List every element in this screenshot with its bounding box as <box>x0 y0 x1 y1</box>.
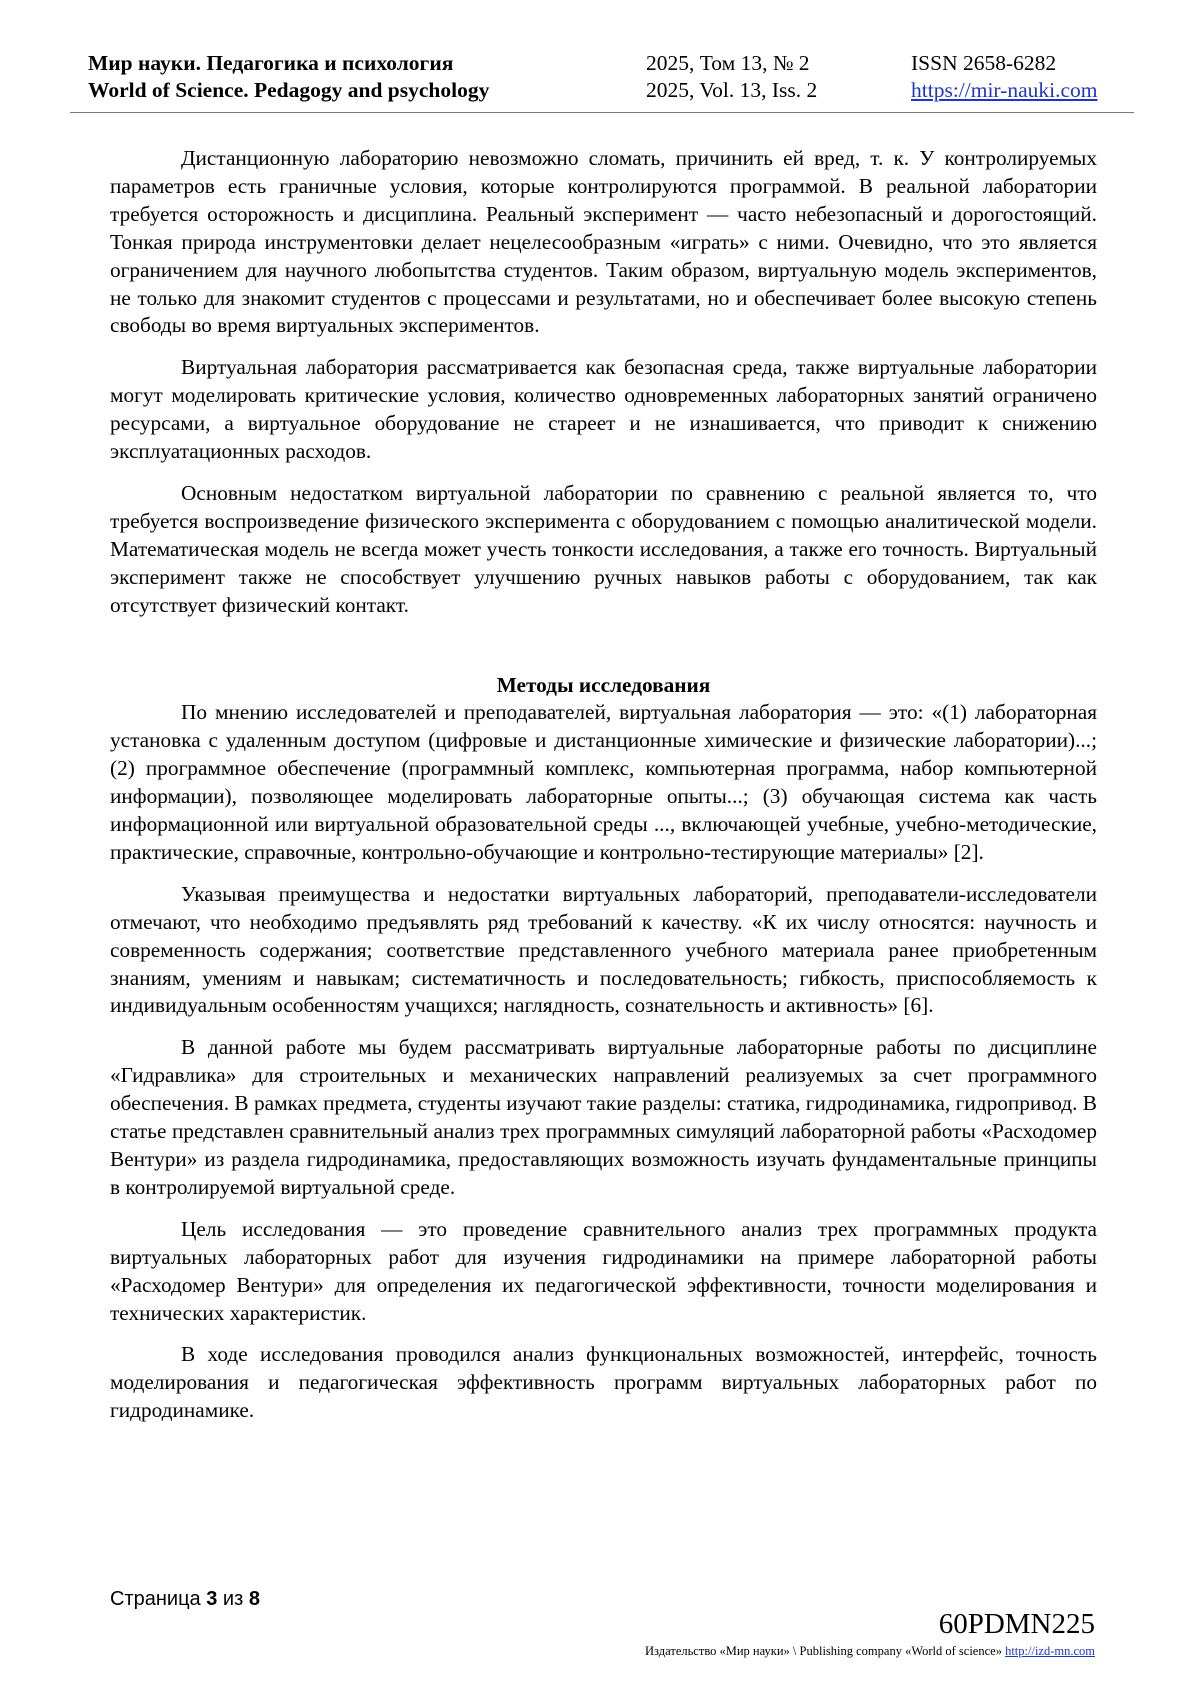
page-number <box>110 1588 260 1611</box>
paragraph: Цель исследования — это проведение сравнительного анализ трех программных продукта виртуальных лабораторных работ для изучения гидродинамики на примере лабораторной работы «Расходомер Вентури» для определения их педагогической эффективности, точности моделирования и технических характеристик. <box>110 1216 1097 1325</box>
journal-title-en: World of Science. Pedagogy and psychology <box>88 78 490 102</box>
article-body <box>110 145 1097 1439</box>
page-total: 8 <box>248 1588 260 1610</box>
issn: ISSN 2658-6282 <box>911 51 1057 75</box>
header-divider <box>70 112 1134 113</box>
paragraph: Основным недостатком виртуальной лаборатории по сравнению с реальной является то, что требуется воспроизведение физического эксперимента с оборудованием с помощью аналитической модели. Математическая модель не всегда может учесть тонкости исследования, а также его точность. Виртуальный эксперимент также не способствует улучшению ручных навыков работы с оборудованием, так как отсутствует физический контакт. <box>110 480 1097 617</box>
journal-title-block <box>88 50 489 104</box>
page-of: из <box>222 1588 244 1610</box>
page-current: 3 <box>206 1588 218 1610</box>
paragraph: Указывая преимущества и недостатки виртуальных лабораторий, преподаватели-исследователи отмечают, что необходимо предъявлять ряд требований к качеству. «К их числу относятся: научность и современность содержания; соответствие представленного учебного материала ранее приобретенным знаниям, умениям и навыкам; систематичность и последовательность; гибкость, приспособляемость к индивидуальным особенностям учащихся; наглядность, сознательность и активность» [6]. <box>110 881 1097 1018</box>
paragraph: По мнению исследователей и преподавателей, виртуальная лаборатория — это: «(1) лабораторная установка с удаленным доступом (цифровые и дистанционные химические и физические лаборатории)...; (2) программное обеспечение (программный комплекс, компьютерная программа, набор компьютерной информации), позволяющее моделировать лабораторные опыты...; (3) обучающая система как часть информационной или виртуальной образовательной среды ..., включающей учебные, учебно-методические, практические, справочные, контрольно-обучающие и контрольно-тестирующие материалы» [2]. <box>110 700 1097 864</box>
journal-title-ru: Мир науки. Педагогика и психология <box>88 51 454 75</box>
journal-header <box>0 50 1200 110</box>
issue-block <box>646 50 817 104</box>
publisher-text: Издательство «Мир науки» \ Publishing company «World of science» <box>645 1644 1002 1658</box>
paragraph: Виртуальная лаборатория рассматривается как безопасная среда, также виртуальные лаборатории могут моделировать критические условия, количество одновременных лабораторных занятий ограничено ресурсами, а виртуальное оборудование не стареет и не изнашивается, что приводит к снижению эксплуатационных расходов. <box>110 355 1097 464</box>
page-label: Страница <box>110 1588 201 1610</box>
journal-url-link[interactable]: https://mir-nauki.com <box>911 78 1098 102</box>
publisher-link[interactable]: http://izd-mn.com <box>1005 1644 1095 1658</box>
issue-en: 2025, Vol. 13, Iss. 2 <box>646 78 818 102</box>
publisher-line <box>645 1644 1095 1659</box>
paragraph: В данной работе мы будем рассматривать виртуальные лабораторные работы по дисциплине «Гидравлика» для строительных и механических направлений реализуемых за счет программного обеспечения. В рамках предмета, студенты изучают такие разделы: статика, гидродинамика, гидропривод. В статье представлен сравнительный анализ трех программных симуляций лабораторной работы «Расходомер Вентури» из раздела гидродинамика, предоставляющих возможность изучать фундаментальные принципы в контролируемой виртуальной среде. <box>110 1035 1097 1199</box>
paragraph: В ходе исследования проводился анализ функциональных возможностей, интерфейс, точность моделирования и педагогическая эффективность программ виртуальных лабораторных работ по гидродинамике. <box>110 1342 1097 1423</box>
paragraph: Дистанционную лабораторию невозможно сломать, причинить ей вред, т. к. У контролируемых параметров есть граничные условия, которые контролируются программой. В реальной лаборатории требуется осторожность и дисциплина. Реальный эксперимент — часто небезопасный и дорогостоящий. Тонкая природа инструментовки делает нецелесообразным «играть» с ними. Очевидно, что это является ограничением для научного любопытства студентов. Таким образом, виртуальную модель экспериментов, не только для знакомит студентов с процессами и результатами, но и обеспечивает более высокую степень свободы во время виртуальных экспериментов. <box>110 146 1097 338</box>
issn-block <box>911 50 1097 104</box>
issue-ru: 2025, Том 13, № 2 <box>646 51 810 75</box>
section-heading: Методы исследования <box>496 672 711 697</box>
article-code: 60PDMN225 <box>938 1608 1095 1640</box>
